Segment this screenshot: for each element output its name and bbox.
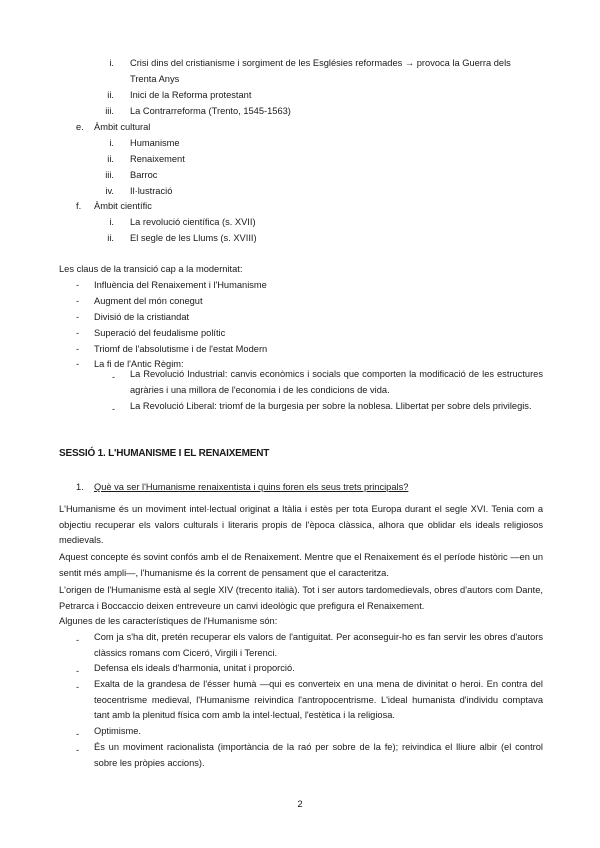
dash-marker: - [76, 280, 80, 290]
list-item-text: La fi de l'Antic Règim: [94, 359, 184, 369]
list-marker: i. [109, 58, 114, 68]
trait-item: Optimisme. [94, 726, 142, 736]
dash-marker: - [76, 729, 80, 739]
list-item-text: La Contrarreforma (Trento, 1545-1563) [130, 106, 291, 116]
paragraph: L'Humanisme és un moviment intel·lectual originat a Itàlia i estès per tota Europa durant el segle XVI. Tenia com a objectiu recuperar els valors culturals i literaris propis de l'època clàssica, alhora que oblidar els ideals religiosos medievals. [59, 504, 543, 545]
section-label: Àmbit cultural [94, 122, 151, 132]
list-item-text: Trenta Anys [130, 74, 180, 84]
list-item-text: Renaixement [130, 154, 185, 164]
sub-item-text: La Revolució Liberal: triomf de la burgesia per sobre la noblesa. Llibertat per sobre dels privilegis. [130, 401, 532, 411]
list-marker: ii. [107, 154, 114, 164]
list-item-text: Barroc [130, 170, 158, 180]
trait-item: Exalta de la grandesa de l'ésser humà —qui es converteix en una mena de divinitat o heroi. En contra del teocentrisme medieval, l'Humanisme reivindica l'antropocentrisme. L'ideal humanista d'individu comptava tant amb la plenitud física com amb la intel·lectual, l'estètica i la religiosa. [94, 679, 543, 720]
list-item-text: El segle de les Llums (s. XVIII) [130, 233, 257, 243]
question-number: 1. [76, 482, 84, 492]
list-item-text: La revolució científica (s. XVII) [130, 217, 256, 227]
list-item-text: Humanisme [130, 138, 180, 148]
section-label: Àmbit científic [94, 201, 152, 211]
list-marker: i. [109, 217, 114, 227]
list-marker: iii. [105, 170, 114, 180]
paragraph: L'origen de l'Humanisme està al segle XIV (trecento italià). Tot i ser autors tardomedievals, obres d'autors com Dante, Petrarca i Boccaccio deixen entreveure un canvi ideològic que prefigura el Renaixement. [59, 585, 543, 611]
sub-item-text: La Revolució Industrial: canvis econòmics i socials que comporten la modificació de les estructures agràries i una millora de l'economia i de les condicions de vida. [130, 369, 543, 395]
dash-marker: - [76, 344, 80, 354]
dash-marker: - [76, 666, 80, 676]
list-marker: ii. [107, 233, 114, 243]
list-item-text: Augment del món conegut [94, 296, 203, 306]
dash-marker: - [76, 635, 80, 645]
paragraph: Algunes de les característiques de l'Humanisme són: [59, 616, 278, 626]
trait-item: Com ja s'ha dit, pretén recuperar els valors de l'antiguitat. Per aconseguir-ho es fan servir les obres d'autors clàssics romans com Ciceró, Virgili i Terenci. [94, 632, 543, 658]
dash-marker: - [76, 359, 80, 369]
section-marker: f. [76, 201, 82, 211]
dash-marker: - [112, 404, 116, 414]
list-item-text: Influència del Renaixement i l'Humanisme [94, 280, 267, 290]
list-marker: iii. [105, 106, 114, 116]
list-marker: i. [109, 138, 114, 148]
dash-marker: - [76, 312, 80, 322]
list-item-text: Divisió de la cristiandat [94, 312, 190, 322]
section-marker: e. [76, 122, 84, 132]
list-item-text: Il·lustració [130, 186, 173, 196]
question-text: Què va ser l'Humanisme renaixentista i quins foren els seus trets principals? [94, 482, 409, 492]
list-marker: ii. [107, 90, 114, 100]
list-marker: iv. [105, 186, 114, 196]
dash-marker: - [76, 682, 80, 692]
dash-marker: - [112, 372, 116, 382]
page-number: 2 [297, 799, 303, 810]
session-heading: SESSIÓ 1. L'HUMANISME I EL RENAIXEMENT [59, 448, 270, 459]
dash-marker: - [76, 328, 80, 338]
list-item-text: Crisi dins del cristianisme i sorgiment de les Esglésies reformades → provoca la Guerra dels [130, 58, 511, 68]
paragraph: Aquest concepte és sovint confós amb el de Renaixement. Mentre que el Renaixement és el període històric —en un sentit més ampli—, l'humanisme és la corrent de pensament que el caracteritza. [59, 552, 543, 578]
trait-item: És un moviment racionalista (importància de la raó per sobre de la fe); reivindica el lliure albir (el control sobre les pròpies accions). [94, 742, 543, 768]
list-item-text: Triomf de l'absolutisme i de l'estat Modern [94, 344, 268, 354]
trait-item: Defensa els ideals d'harmonia, unitat i proporció. [94, 663, 295, 673]
list-item-text: Inici de la Reforma protestant [130, 90, 252, 100]
dash-marker: - [76, 745, 80, 755]
claus-intro: Les claus de la transició cap a la modernitat: [59, 264, 243, 274]
list-item-text: Superació del feudalisme polític [94, 328, 226, 338]
dash-marker: - [76, 296, 80, 306]
